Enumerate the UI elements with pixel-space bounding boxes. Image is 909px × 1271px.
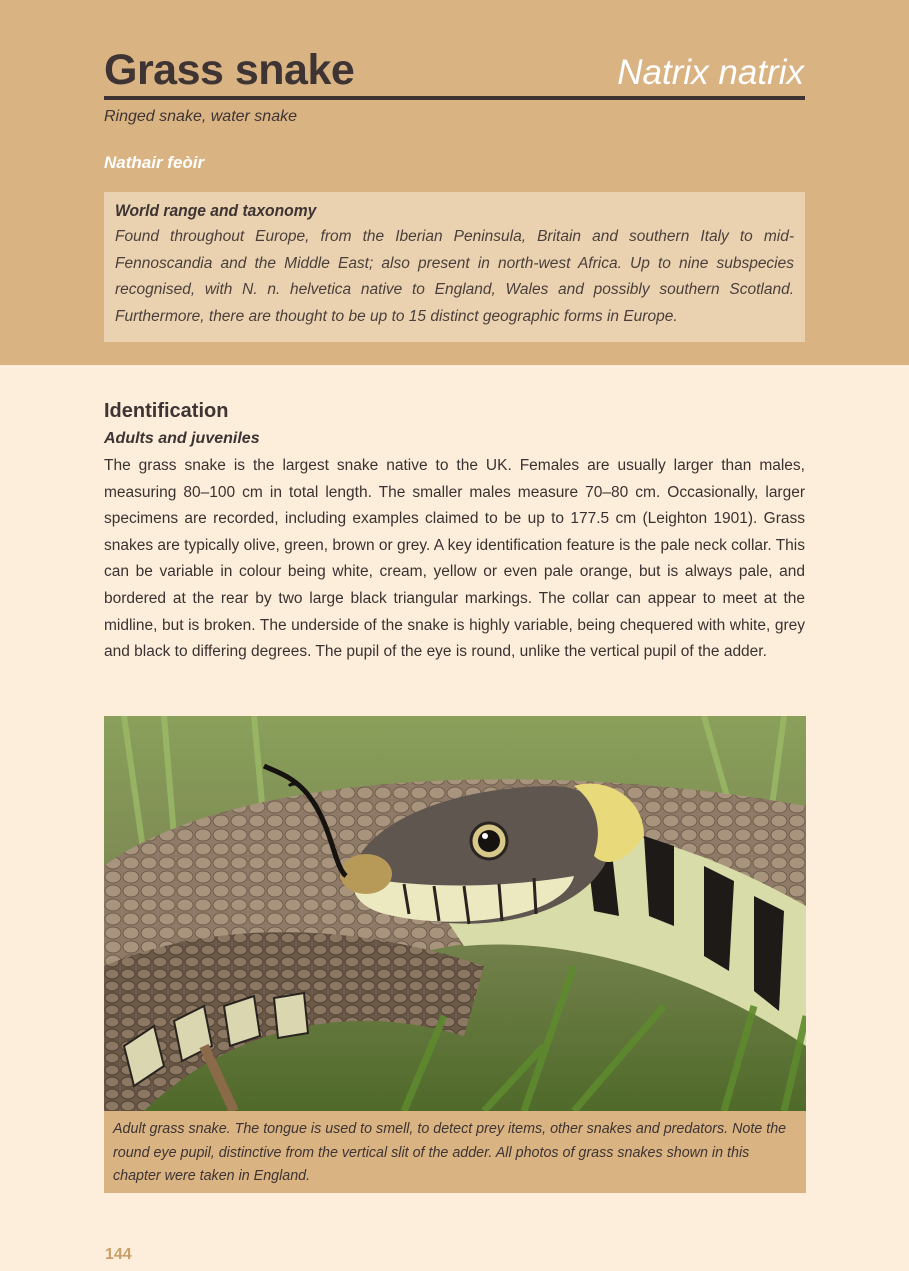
latin-name: Natrix natrix	[617, 53, 804, 92]
world-range-heading: World range and taxonomy	[115, 201, 317, 220]
page-number: 144	[105, 1246, 132, 1263]
title-divider	[104, 96, 805, 100]
photo-caption: Adult grass snake. The tongue is used to smell, to detect prey items, other snakes and predators. Note the round eye pupil, distinctive from the vertical slit of the adder. All photos of grass snakes shown in this chapter were taken in England.	[113, 1121, 787, 1184]
page-title: Grass snake	[104, 46, 355, 94]
adults-juveniles-subheading: Adults and juveniles	[104, 430, 260, 447]
identification-heading: Identification	[104, 400, 229, 422]
identification-text: The grass snake is the largest snake native to the UK. Females are usually larger than males, measuring 80–100 cm in total length. The smaller males measure 70–80 cm. Occasionally, larger specimens are recorded, including examples claimed to be up to 177.5 cm (Leighton 1901). Grass snakes are typically olive, green, brown or grey. A key identification feature is the pale neck collar. This can be variable in colour being white, cream, yellow or even pale orange, but is always pale, and bordered at the rear by two large black triangular markings. The collar can appear to meet at the midline, but is broken. The underside of the snake is highly variable, being chequered with white, grey and black to differing degrees. The pupil of the eye is round, unlike the vertical pupil of the adder.	[104, 457, 805, 661]
grass-snake-photo	[104, 716, 806, 1111]
gaelic-name: Nathair feòir	[104, 153, 205, 172]
world-range-box	[104, 192, 805, 342]
common-names: Ringed snake, water snake	[104, 108, 297, 125]
grass-snake-illustration	[104, 716, 806, 1111]
header-band	[0, 0, 909, 365]
photo-caption-box	[104, 1111, 806, 1193]
world-range-text: Found throughout Europe, from the Iberian Peninsula, Britain and southern Italy to mid-Fennoscandia and the Middle East; also present in north-west Africa. Up to nine subspecies recognised, with N. n. helvetica native to England, Wales and possibly southern Scotland. Furthermore, there are thought to be up to 15 distinct geographic forms in Europe.	[115, 228, 794, 325]
